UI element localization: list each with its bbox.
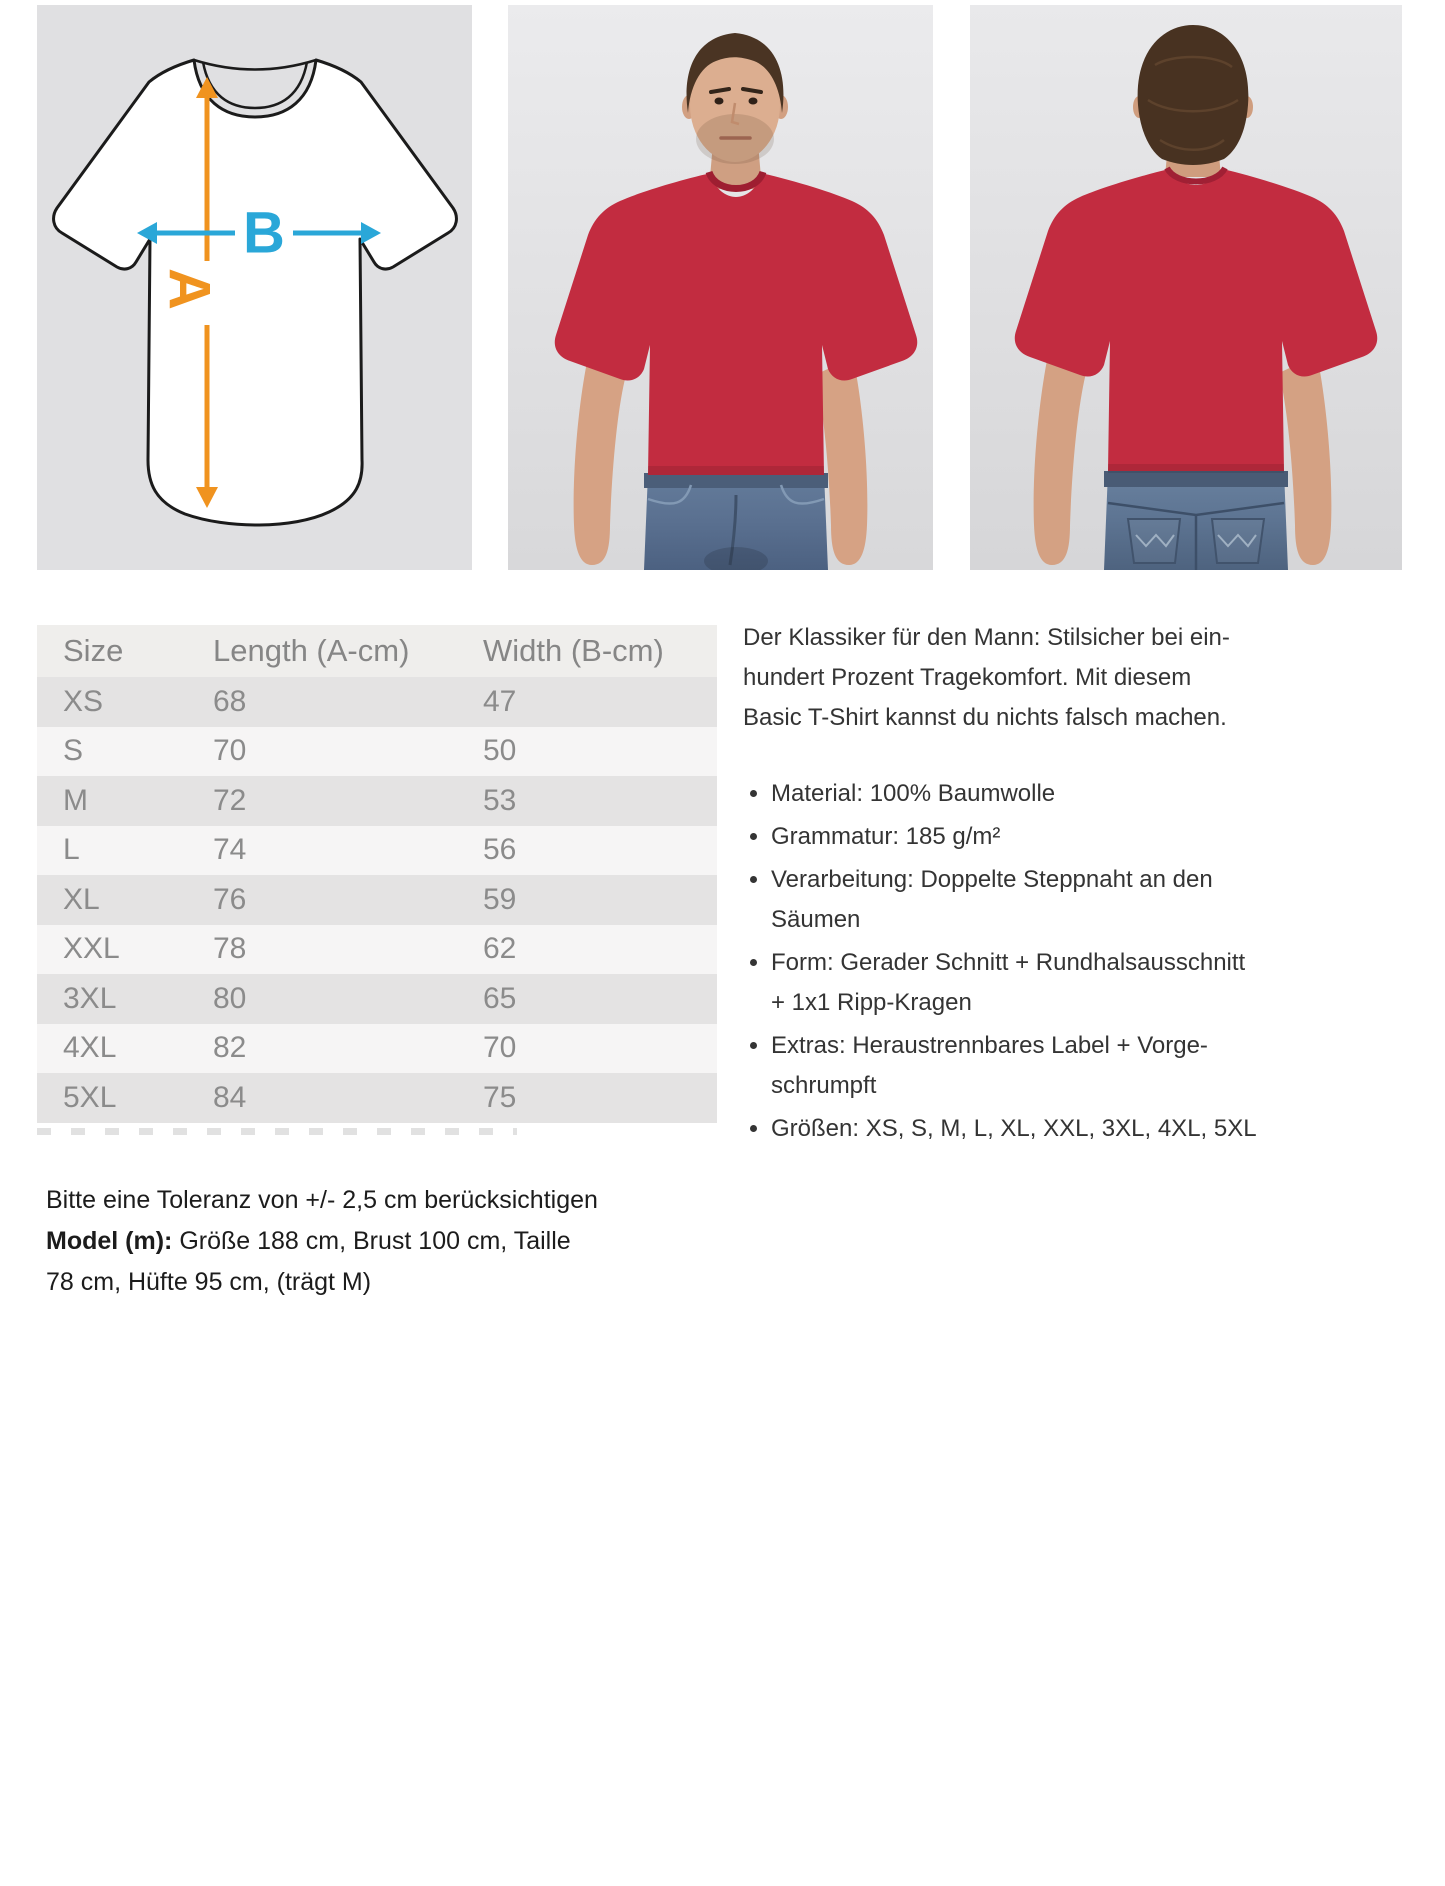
hair-back (1138, 25, 1249, 165)
size-cell: 5XL (63, 1080, 117, 1114)
bullet-icon (750, 790, 757, 797)
size-cell: XL (63, 882, 100, 916)
back-pocket-right (1212, 519, 1264, 563)
size-notes (46, 1180, 686, 1303)
model-label: Model (m): (46, 1227, 173, 1255)
length-cell: 72 (213, 783, 247, 817)
model-measurements-2: 78 cm, Hüfte 95 cm, (trägt M) (46, 1268, 372, 1296)
model-measurements-1: Größe 188 cm, Brust 100 cm, Taille (172, 1227, 571, 1255)
cropped-row-remnant (37, 1128, 517, 1135)
length-cell: 76 (213, 882, 247, 916)
feature-material: Material: 100% Baumwolle (771, 780, 1056, 807)
width-cell: 62 (483, 932, 517, 966)
size-cell: M (63, 783, 88, 817)
feature-extras: Extras: Heraustrennbares Label + Vorge- (771, 1032, 1208, 1059)
left-eye (715, 98, 724, 105)
tolerance-note: Bitte eine Toleranz von +/- 2,5 cm berücksichtigen (46, 1186, 598, 1214)
collar-back-line (194, 60, 316, 70)
list-item (743, 1109, 1408, 1149)
width-cell: 70 (483, 1031, 517, 1065)
size-cell: XS (63, 684, 104, 718)
width-cell: 65 (483, 981, 517, 1015)
jeans-waistband (644, 473, 828, 488)
description-line: Der Klassiker für den Mann: Stilsicher bei ein- (743, 624, 1230, 651)
col-header-size: Size (63, 633, 124, 668)
label-a: A (156, 268, 222, 310)
col-header-length: Length (A-cm) (213, 633, 410, 668)
table-row (37, 826, 717, 876)
model-measurements-line (46, 1221, 686, 1262)
table-row (37, 1024, 717, 1074)
tshirt-measurement-diagram (37, 5, 472, 570)
list-item (743, 860, 1408, 940)
list-item (743, 1026, 1408, 1106)
size-diagram-image (37, 5, 472, 570)
tshirt-hem-shadow (648, 466, 824, 475)
table-row (37, 974, 717, 1024)
description-line: hundert Prozent Tragekomfort. Mit diesem (743, 664, 1192, 691)
feature-verarbeitung-wrap: Säumen (771, 906, 861, 933)
description-line: Basic T-Shirt kannst du nichts falsch machen. (743, 704, 1227, 731)
width-cell: 75 (483, 1080, 517, 1114)
table-row (37, 677, 717, 727)
length-cell: 68 (213, 684, 247, 718)
length-cell: 80 (213, 981, 247, 1015)
col-header-width: Width (B-cm) (483, 633, 664, 668)
list-item (743, 774, 1408, 814)
bullet-icon (750, 1125, 757, 1132)
feature-grammatur: Grammatur: 185 g/m² (771, 823, 1001, 850)
table-row (37, 875, 717, 925)
table-row (37, 776, 717, 826)
size-cell: L (63, 833, 80, 867)
jeans-waistband (1104, 471, 1288, 487)
length-cell: 84 (213, 1080, 247, 1114)
width-cell: 59 (483, 882, 517, 916)
feature-form: Form: Gerader Schnitt + Rundhalsausschnitt (771, 949, 1246, 976)
model-back-photo (970, 5, 1402, 570)
size-cell: S (63, 734, 84, 768)
feature-verarbeitung: Verarbeitung: Doppelte Steppnaht an den (771, 866, 1213, 893)
tshirt-hem-shadow (1108, 464, 1284, 473)
feature-extras-wrap: schrumpft (771, 1072, 877, 1099)
length-cell: 82 (213, 1031, 247, 1065)
label-b: B (243, 200, 285, 266)
list-item (743, 817, 1408, 857)
width-cell: 50 (483, 734, 517, 768)
bullet-icon (750, 833, 757, 840)
model-back-illustration (970, 5, 1402, 570)
size-cell: XXL (63, 932, 120, 966)
feature-groessen: Größen: XS, S, M, L, XL, XXL, 3XL, 4XL, 5XL (771, 1115, 1257, 1142)
width-cell: 47 (483, 684, 517, 718)
length-cell: 74 (213, 833, 247, 867)
size-table (37, 625, 717, 1135)
back-pocket-left (1128, 519, 1180, 563)
table-row (37, 1073, 717, 1123)
width-cell: 53 (483, 783, 517, 817)
bullet-icon (750, 959, 757, 966)
length-cell: 78 (213, 932, 247, 966)
bullet-icon (750, 876, 757, 883)
width-cell: 56 (483, 833, 517, 867)
table-header-row (37, 625, 717, 677)
table-row (37, 727, 717, 777)
bullet-icon (750, 1042, 757, 1049)
model-front-illustration (508, 5, 933, 570)
size-cell: 3XL (63, 981, 117, 1015)
feature-list (743, 774, 1408, 1149)
model-front-photo (508, 5, 933, 570)
right-eye (749, 98, 758, 105)
length-cell: 70 (213, 734, 247, 768)
table-row (37, 925, 717, 975)
feature-form-wrap: + 1x1 Ripp-Kragen (771, 989, 972, 1016)
tshirt-outline (54, 60, 457, 525)
description-intro (743, 618, 1408, 738)
size-cell: 4XL (63, 1031, 117, 1065)
list-item (743, 943, 1408, 1023)
product-description (743, 618, 1408, 1152)
